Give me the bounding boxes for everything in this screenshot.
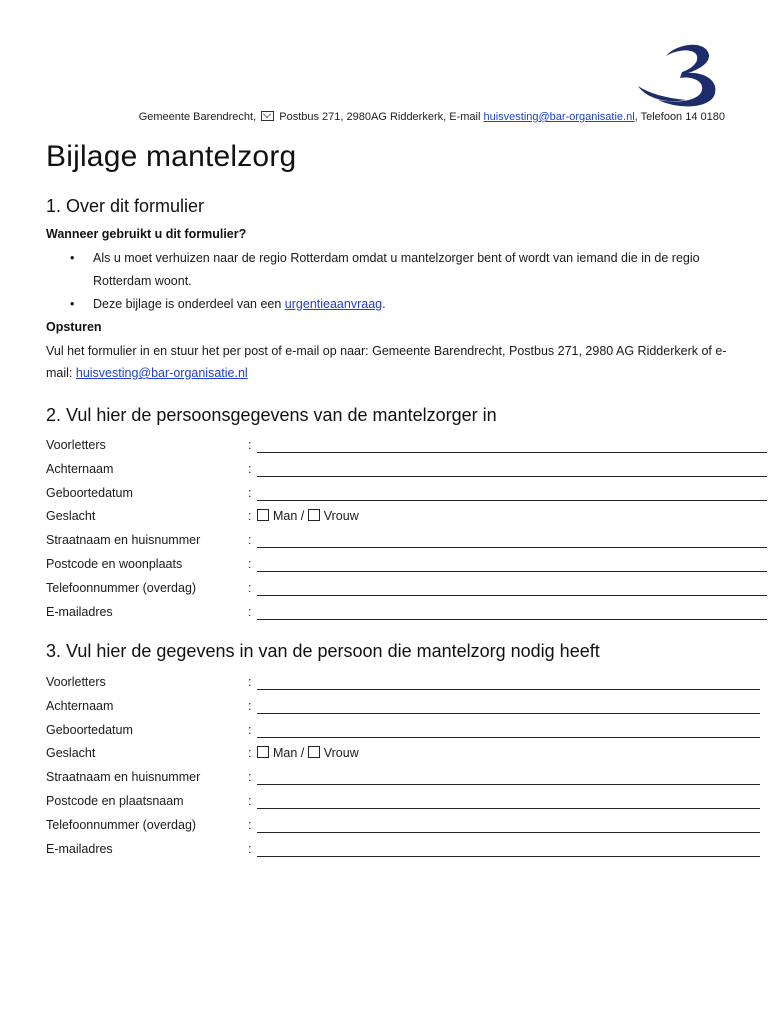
vrouw-label: Vrouw xyxy=(323,746,359,761)
field-colon: : xyxy=(248,604,252,619)
bullet1-text: Als u moet verhuizen naar de regio Rotterdam omdat u mantelzorger bent of wordt van iemand die in de regio Rotterdam woont. xyxy=(93,251,700,288)
field-label: Voorletters xyxy=(46,675,106,689)
vrouw-checkbox[interactable] xyxy=(308,509,320,521)
input-line[interactable] xyxy=(257,808,760,809)
field-colon: : xyxy=(248,698,252,713)
contact-header xyxy=(40,111,725,123)
field-colon: : xyxy=(248,794,252,808)
input-line[interactable] xyxy=(257,689,760,690)
field-label: Postcode en woonplaats xyxy=(46,557,183,571)
envelope-icon xyxy=(261,111,274,121)
field-label: Achternaam xyxy=(46,461,114,476)
man-label: Man / xyxy=(273,746,305,761)
bullet2-text: Deze bijlage is onderdeel van een urgentieaanvraag. xyxy=(93,297,386,311)
field-colon: : xyxy=(248,770,252,785)
field-label: Achternaam xyxy=(46,698,114,713)
input-line[interactable] xyxy=(257,452,767,453)
field-label: Telefoonnummer (overdag) xyxy=(46,817,197,832)
field-label: Voorletters xyxy=(46,438,106,452)
field-colon: : xyxy=(248,675,252,689)
field-colon: : xyxy=(248,438,252,452)
input-line[interactable] xyxy=(257,500,767,501)
header-phone: , Telefoon 14 0180 xyxy=(634,111,725,123)
gender-options xyxy=(257,509,359,523)
header-email-link[interactable]: huisvesting@bar-organisatie.nl xyxy=(483,111,635,123)
input-line[interactable] xyxy=(257,595,767,596)
section2-heading: 2. Vul hier de persoonsgegevens van de mantelzorger in xyxy=(46,405,497,425)
field-colon: : xyxy=(248,533,252,548)
man-label: Man / xyxy=(273,509,305,524)
field-label: Straatnaam en huisnummer xyxy=(46,770,201,785)
input-line[interactable] xyxy=(257,784,760,785)
field-colon: : xyxy=(248,817,252,832)
input-line[interactable] xyxy=(257,832,760,833)
input-line[interactable] xyxy=(257,737,760,738)
field-label: Geboortedatum xyxy=(46,485,133,500)
when-heading: Wanneer gebruikt u dit formulier? xyxy=(46,227,247,241)
field-colon: : xyxy=(248,557,252,571)
gender-options xyxy=(257,746,359,760)
bullet-dot: • xyxy=(70,297,75,311)
send-email-link[interactable]: huisvesting@bar-organisatie.nl xyxy=(75,366,248,380)
man-checkbox[interactable] xyxy=(257,509,269,521)
field-colon: : xyxy=(248,722,252,737)
field-label: Postcode en plaatsnaam xyxy=(46,794,184,808)
field-label: E-mailadres xyxy=(46,841,113,856)
field-label: Geboortedatum xyxy=(46,722,133,737)
send-text: Vul het formulier in en stuur het per post of e-mail op naar: Gemeente Barendrecht, Postbus 271, 2980 AG Ridderkerk of e-mail: huisvesting@bar-organisatie.nl xyxy=(46,344,727,380)
field-colon: : xyxy=(248,485,252,500)
section3-heading: 3. Vul hier de gegevens in van de persoon die mantelzorg nodig heeft xyxy=(46,641,600,661)
input-line[interactable] xyxy=(257,476,767,477)
field-label: Telefoonnummer (overdag) xyxy=(46,580,197,595)
input-line[interactable] xyxy=(257,571,767,572)
barendrecht-logo-icon xyxy=(636,42,726,110)
header-postbus: Postbus 271, 2980AG Ridderkerk, E-mail xyxy=(279,111,481,123)
input-line[interactable] xyxy=(257,713,760,714)
field-colon: : xyxy=(248,509,252,524)
input-line[interactable] xyxy=(257,856,760,857)
field-colon: : xyxy=(248,746,252,761)
vrouw-label: Vrouw xyxy=(323,509,359,524)
field-label: Straatnaam en huisnummer xyxy=(46,533,201,548)
page-title: Bijlage mantelzorg xyxy=(46,140,297,173)
field-label: E-mailadres xyxy=(46,604,113,619)
man-checkbox[interactable] xyxy=(257,746,269,758)
field-colon: : xyxy=(248,461,252,476)
field-label: Geslacht xyxy=(46,746,96,761)
input-line[interactable] xyxy=(257,619,767,620)
bullet-dot: • xyxy=(70,251,75,265)
field-label: Geslacht xyxy=(46,509,96,524)
send-heading: Opsturen xyxy=(46,320,102,334)
urgentieaanvraag-link[interactable]: urgentieaanvraag xyxy=(284,297,383,311)
field-colon: : xyxy=(248,580,252,595)
header-org: Gemeente Barendrecht, xyxy=(138,111,257,123)
vrouw-checkbox[interactable] xyxy=(308,746,320,758)
input-line[interactable] xyxy=(257,547,767,548)
section1-heading: 1. Over dit formulier xyxy=(46,196,205,216)
field-colon: : xyxy=(248,841,252,856)
